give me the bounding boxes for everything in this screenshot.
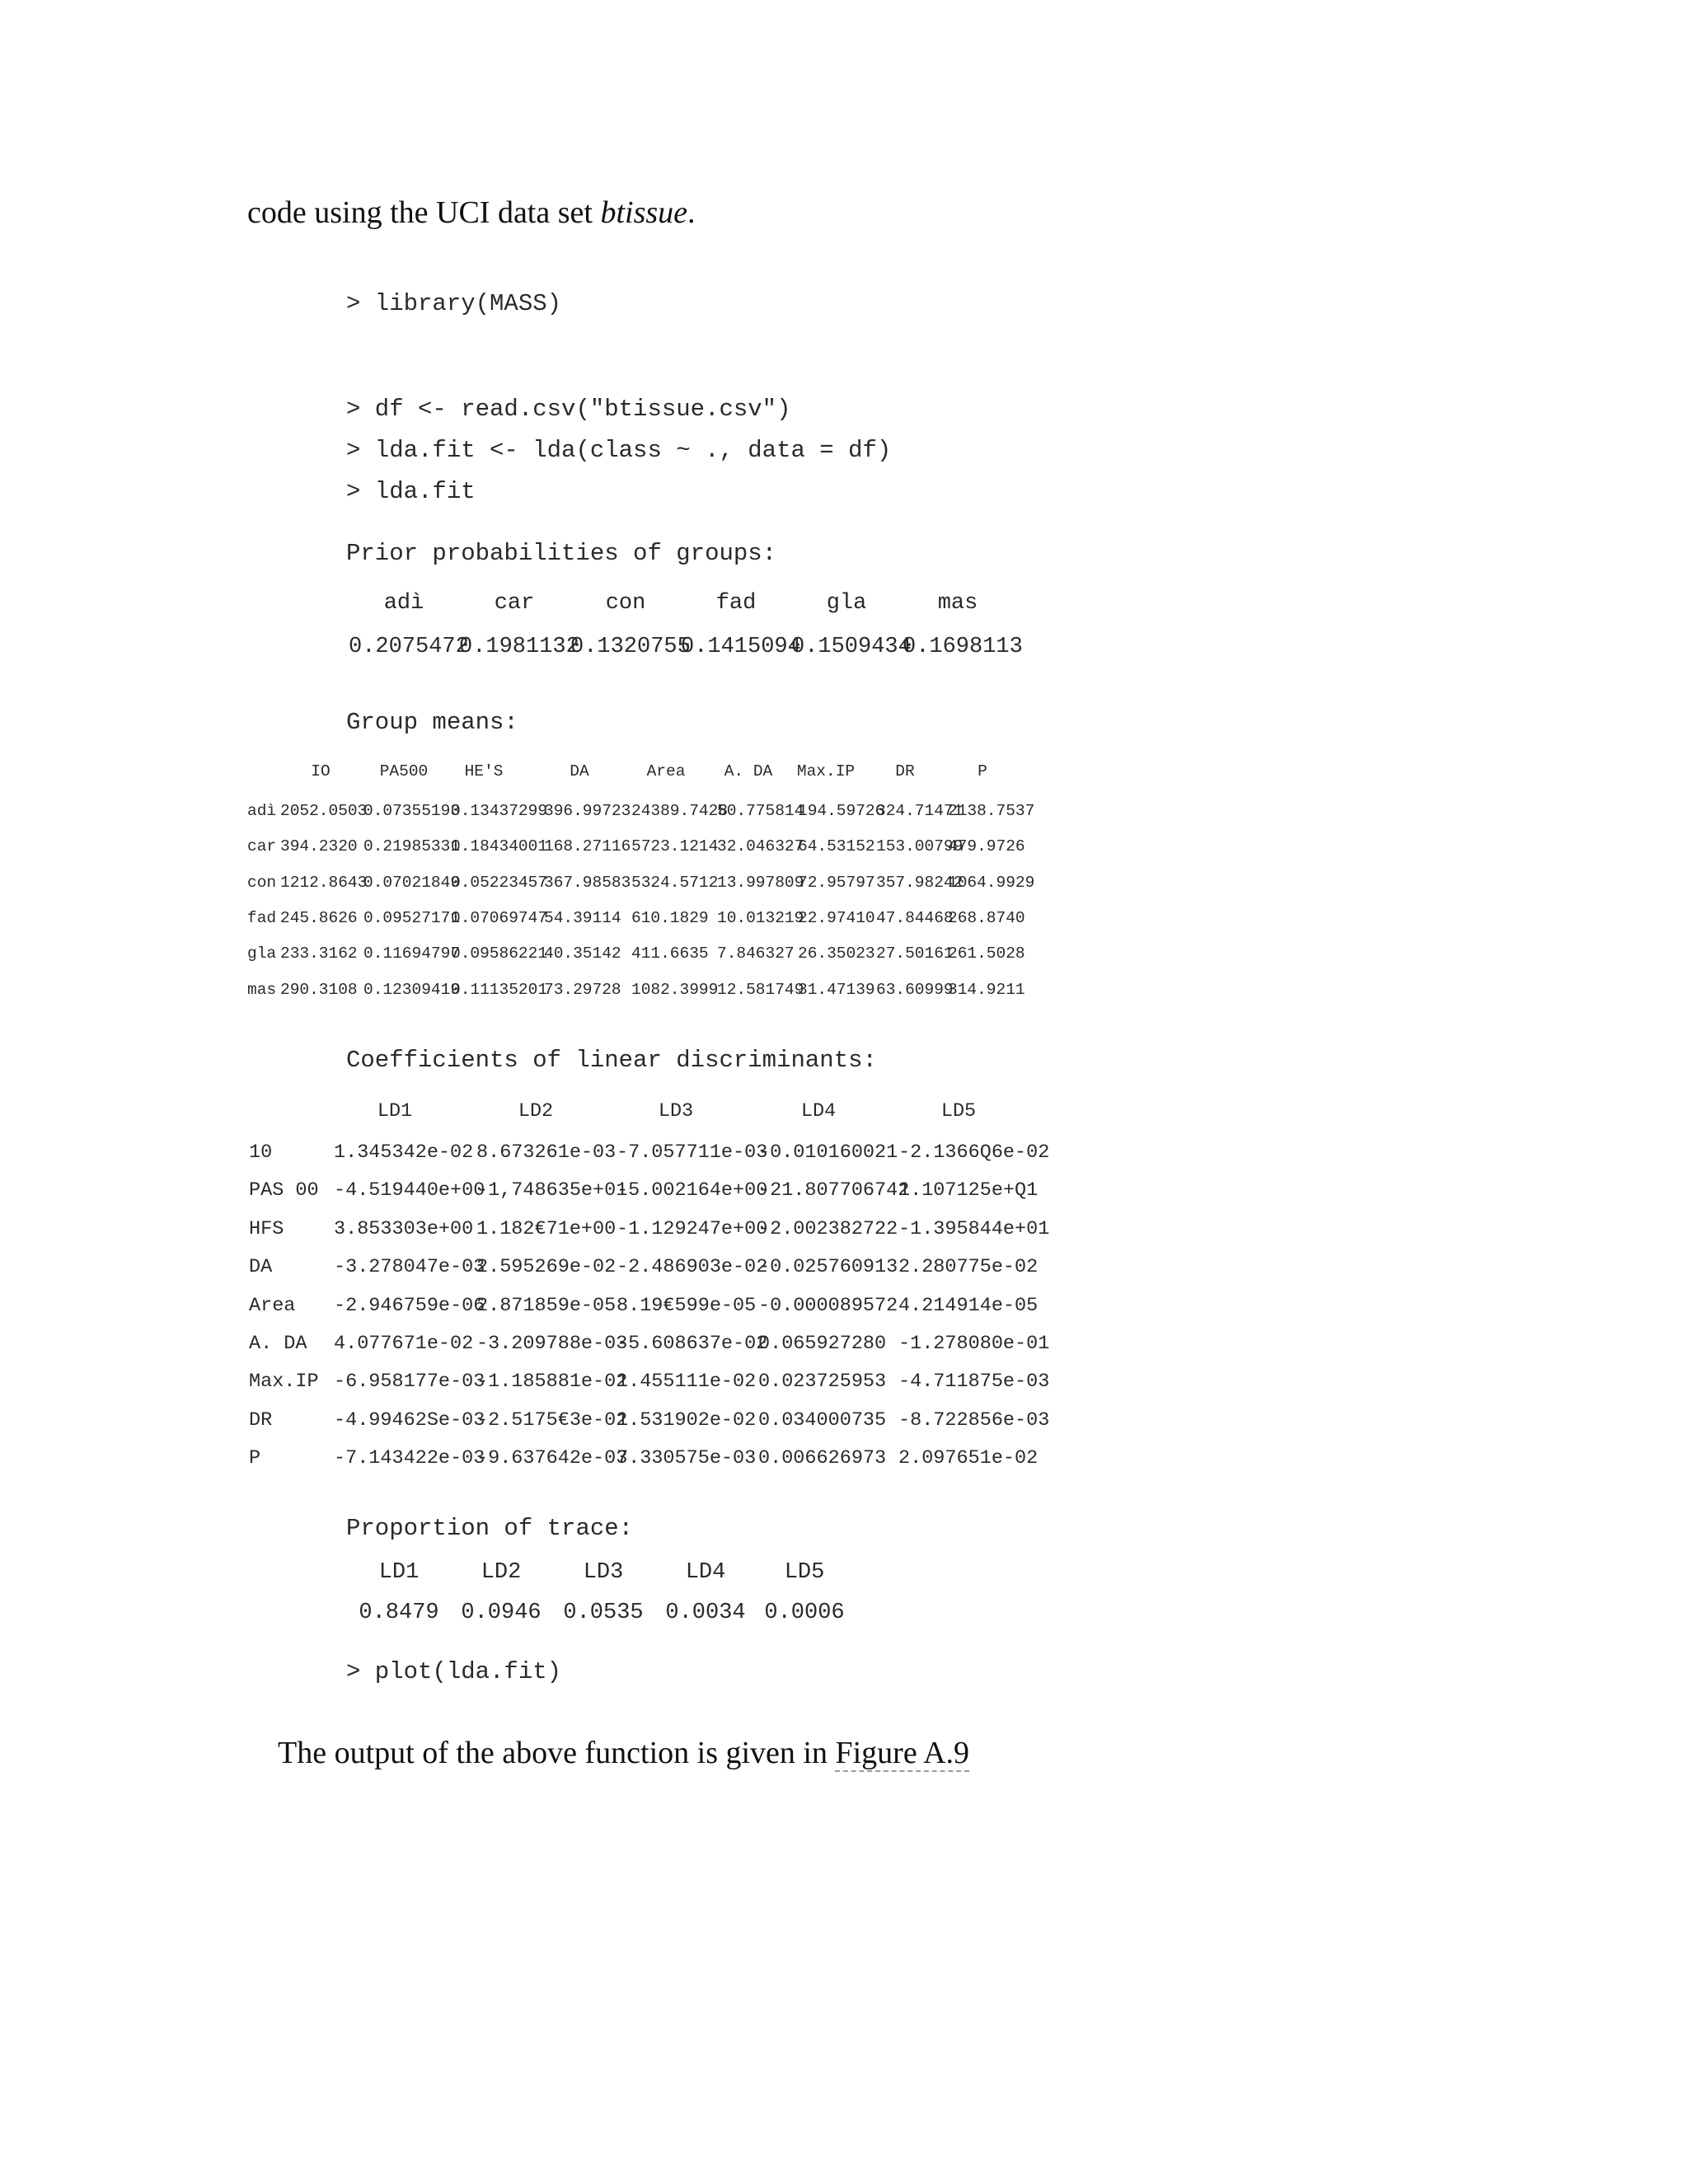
command-plot: > plot(lda.fit) [346,1658,562,1685]
group-means-cell: 31.47139 [798,981,875,999]
coefficients-cell: 4.214914e-05 [898,1295,1039,1317]
group-means-cell: 0.09527171 [363,909,461,927]
coefficients-cell: -1.395844e+01 [898,1218,1050,1240]
prior-group-label: con [605,591,646,616]
prior-group-label: mas [937,591,978,616]
prior-value: 0.1698113 [903,635,1023,659]
group-means-column-header: DR [895,762,915,780]
group-means-row-label: mas [247,981,277,999]
intro-text [247,194,696,231]
coefficients-row-label: PAS 00 [249,1179,319,1202]
group-means-cell: 12.581749 [717,981,804,999]
group-means-cell: 168.27116 [544,837,631,855]
group-means-cell: 1082.3999 [631,981,719,999]
group-means-cell: 0.18434001 [451,837,548,855]
coefficients-cell: -0.000089572 [758,1295,898,1317]
command-library: > library(MASS) [346,290,562,317]
command-read-csv: > df <- read.csv("btissue.csv") [346,396,791,423]
coefficients-cell: 0.065927280 [758,1333,887,1355]
group-means-cell: 63.60999 [876,981,954,999]
trace-heading: Proportion of trace: [346,1515,634,1542]
group-means-cell: 396.99723 [544,802,631,820]
coefficients-cell: 0.023725953 [758,1371,887,1393]
coefficients-cell: -4.519440e+00 [334,1179,485,1202]
group-means-cell: 73.29728 [544,981,621,999]
coefficients-row-label: Area [249,1295,296,1317]
group-means-cell: 0.05223457 [451,874,548,892]
coefficients-cell: 3.853303e+00 [334,1218,474,1240]
figure-link[interactable]: Figure A.9 [835,1736,970,1770]
coefficients-row-label: DR [249,1409,273,1432]
group-means-column-header: Max.IP [796,762,856,780]
group-means-cell: 24389.7428 [631,802,729,820]
intro-after: . [687,195,696,230]
group-means-cell: 27.50161 [876,944,954,963]
group-means-cell: 324.71471 [876,802,964,820]
coefficients-cell: -7.143422e-03 [334,1447,485,1469]
group-means-cell: 261.5028 [948,944,1025,963]
group-means-cell: 1212.8643 [280,874,368,892]
group-means-cell: 5324.5712 [631,874,719,892]
outro-text [278,1735,969,1771]
prior-group-label: gla [826,591,867,616]
coefficients-column-header: LD2 [518,1100,554,1122]
coefficients-cell: -0.025760913 [758,1256,898,1278]
group-means-cell: 0.07355193 [363,802,461,820]
group-means-cell: 367.98583 [544,874,631,892]
coefficients-cell: -2.946759e-06 [334,1295,485,1317]
coefficients-cell: -2.002382722 [758,1218,898,1240]
group-means-cell: 0.09586221 [451,944,548,963]
group-means-cell: 54.39114 [544,909,621,927]
group-means-cell: 0.11694797 [363,944,461,963]
group-means-cell: 47.84468 [876,909,954,927]
coefficients-row-label: P [249,1447,261,1469]
outro-sentence: The output of the above function is given in [278,1736,836,1770]
group-means-column-header: DA [570,762,589,780]
coefficients-cell: -2.486903e-02 [617,1256,768,1278]
prior-value: 0.1415094 [681,635,801,659]
coefficients-heading: Coefficients of linear discriminants: [346,1047,877,1074]
coefficients-cell: 2.871859e-05 [476,1295,617,1317]
group-means-cell: 233.3162 [280,944,358,963]
group-means-column-header: HE'S [464,762,504,780]
coefficients-cell: 0.034000735 [758,1409,887,1432]
dataset-name: btissue [600,195,688,230]
coefficients-cell: -2.1366Q6e-02 [898,1141,1050,1164]
group-means-cell: 314.9211 [948,981,1025,999]
group-means-cell: 394.2320 [280,837,358,855]
group-means-column-header: A. DA [724,762,773,780]
coefficients-column-header: LD3 [658,1100,694,1122]
coefficients-cell: 0.006626973 [758,1447,887,1469]
coefficients-cell: 2.097651e-02 [898,1447,1039,1469]
coefficients-column-header: LD4 [800,1100,837,1122]
trace-value: 0.0535 [563,1601,644,1625]
group-means-cell: 0.07021849 [363,874,461,892]
coefficients-cell: 1.107125e+Q1 [898,1179,1039,1202]
coefficients-cell: -7.057711e-03 [617,1141,768,1164]
trace-value: 0.0006 [764,1601,845,1625]
trace-value: 0.8479 [359,1601,439,1625]
group-means-cell: 0.11135201 [451,981,548,999]
group-means-cell: 64.53152 [798,837,875,855]
coefficients-cell: 7.330575e-03 [617,1447,757,1469]
group-means-cell: 0.21985331 [363,837,461,855]
coefficients-row-label: A. DA [249,1333,307,1355]
coefficients-cell: -1.278080e-01 [898,1333,1050,1355]
group-means-row-label: con [247,874,277,892]
group-means-cell: 357.98242 [876,874,964,892]
coefficients-row-label: DA [249,1256,273,1278]
group-means-cell: 22.97410 [798,909,875,927]
coefficients-cell: -4.99462Se-03 [334,1409,485,1432]
group-means-column-header: P [978,762,987,780]
group-means-cell: 2052.0503 [280,802,368,820]
coefficients-cell: 1.345342e-02 [334,1141,474,1164]
trace-column-header: LD3 [583,1560,624,1585]
coefficients-cell: -6.958177e-03 [334,1371,485,1393]
coefficients-column-header: LD5 [940,1100,977,1122]
group-means-cell: 5723.1214 [631,837,719,855]
group-means-row-label: gla [247,944,277,963]
group-means-column-header: Area [646,762,686,780]
prior-group-label: adì [383,591,424,616]
group-means-cell: 72.95797 [798,874,875,892]
coefficients-cell: 1.182€71e+00 [476,1218,617,1240]
group-means-cell: 32.046327 [717,837,804,855]
coefficients-cell: 4.077671e-02 [334,1333,474,1355]
group-means-cell: 13.997809 [717,874,804,892]
group-means-cell: 1064.9929 [948,874,1035,892]
coefficients-cell: -1,748635e+01 [476,1179,628,1202]
prior-value: 0.1509434 [791,635,912,659]
coefficients-cell: -1.129247e+00 [617,1218,768,1240]
coefficients-cell: 8.673261e-03 [476,1141,617,1164]
coefficients-cell: 1.455111e-02 [617,1371,757,1393]
trace-column-header: LD5 [784,1560,825,1585]
group-means-row-label: car [247,837,277,855]
trace-column-header: LD1 [378,1560,420,1585]
prior-group-label: car [494,591,535,616]
coefficients-cell: -9.637642e-03 [476,1447,628,1469]
trace-column-header: LD4 [685,1560,726,1585]
group-means-cell: 10.013219 [717,909,804,927]
group-means-cell: 7.846327 [717,944,795,963]
group-means-cell: 245.8626 [280,909,358,927]
coefficients-cell: -3.278047e-03 [334,1256,485,1278]
coefficients-row-label: Max.IP [249,1371,319,1393]
group-means-cell: 0.13437299 [451,802,548,820]
coefficients-cell: 2.595269e-02 [476,1256,617,1278]
group-means-cell: 153.00799 [876,837,964,855]
command-print-fit: > lda.fit [346,478,476,505]
coefficients-cell: -21.807706742 [758,1179,910,1202]
group-means-cell: 0.07069747 [451,909,548,927]
intro-before: code using the UCI data set [247,195,601,230]
group-means-row-label: adì [247,802,277,820]
coefficients-cell: -5.002164e+00 [617,1179,768,1202]
command-lda-fit: > lda.fit <- lda(class ~ ., data = df) [346,437,892,464]
group-means-cell: 290.3108 [280,981,358,999]
group-means-cell: 2138.7537 [948,802,1035,820]
group-means-cell: 610.1829 [631,909,709,927]
group-means-cell: 26.35023 [798,944,875,963]
coefficients-cell: -2.5175€3e-02 [476,1409,628,1432]
coefficients-cell: -0.010160021 [758,1141,898,1164]
group-means-column-header: IO [311,762,331,780]
priors-heading: Prior probabilities of groups: [346,540,777,567]
group-means-cell: 411.6635 [631,944,709,963]
group-means-heading: Group means: [346,709,518,736]
trace-value: 0.0946 [461,1601,542,1625]
group-means-column-header: PA500 [379,762,429,780]
coefficients-cell: -4.711875e-03 [898,1371,1050,1393]
prior-value: 0.1320755 [570,635,691,659]
trace-column-header: LD2 [481,1560,522,1585]
coefficients-cell: -5.608637e-02 [617,1333,768,1355]
coefficients-cell: -8.722856e-03 [898,1409,1050,1432]
coefficients-row-label: 10 [249,1141,273,1164]
coefficients-cell: -1.185881e-02 [476,1371,628,1393]
group-means-row-label: fad [247,909,277,927]
coefficients-row-label: HFS [249,1218,284,1240]
coefficients-column-header: LD1 [377,1100,413,1122]
prior-group-label: fad [715,591,757,616]
coefficients-cell: 1.531902e-02 [617,1409,757,1432]
group-means-cell: 50.775814 [717,802,804,820]
prior-value: 0.1981132 [459,635,579,659]
prior-value: 0.2075472 [349,635,469,659]
group-means-cell: 194.59726 [798,802,885,820]
group-means-cell: 268.8740 [948,909,1025,927]
group-means-cell: 40.35142 [544,944,621,963]
coefficients-cell: -3.209788e-03 [476,1333,628,1355]
coefficients-cell: 2.280775e-02 [898,1256,1039,1278]
coefficients-cell: 8.19€599e-05 [617,1295,757,1317]
trace-value: 0.0034 [665,1601,746,1625]
group-means-cell: 479.9726 [948,837,1025,855]
group-means-cell: 0.12309419 [363,981,461,999]
